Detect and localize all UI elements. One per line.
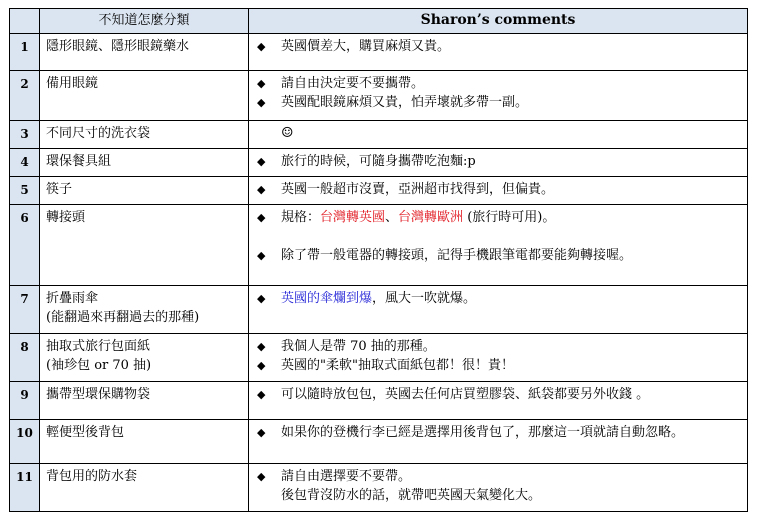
table-row	[10, 420, 748, 464]
row-number: 1	[10, 34, 40, 71]
diamond-bullet-icon: ◆	[257, 77, 266, 90]
header-row	[10, 9, 748, 34]
comment-cell	[249, 382, 748, 420]
table-row	[10, 177, 748, 205]
comment-segment: 英國一般超市沒賣，亞洲超市找得到，但偏貴。	[281, 182, 555, 197]
comment-text	[281, 356, 741, 375]
row-number: 8	[10, 334, 40, 382]
table-row	[10, 149, 748, 177]
item-label: 抽取式旅行包面紙	[46, 339, 151, 354]
diamond-bullet-icon: ◆	[257, 96, 266, 109]
comment-text	[281, 423, 741, 442]
item-label: 備用眼鏡	[46, 76, 99, 91]
comment-line	[257, 180, 741, 199]
comment-text	[281, 467, 741, 486]
item-label: 輕便型後背包	[46, 425, 125, 440]
item-label: 折疊雨傘	[46, 291, 99, 306]
item-cell	[40, 71, 249, 121]
comment-segment: 請自由決定要不要攜帶。	[281, 76, 425, 91]
comment-segment: (旅行時可用)。	[463, 210, 556, 225]
item-label: 環保餐具組	[46, 154, 112, 169]
comment-cell	[249, 334, 748, 382]
diamond-bullet-icon: ◆	[257, 292, 266, 305]
row-number: 3	[10, 121, 40, 149]
comment-segment: 英國價差大，購買麻煩又貴。	[281, 39, 451, 54]
row-number: 5	[10, 177, 40, 205]
comment-segment: 後包背沒防水的話，就帶吧英國天氣變化大。	[281, 488, 542, 503]
comment-line	[257, 208, 741, 227]
comment-segment: 如果你的登機行李已經是選擇用後背包了，那麼這一項就請自動忽略。	[281, 425, 685, 440]
comment-cell	[249, 205, 748, 286]
item-cell	[40, 177, 249, 205]
header-item-cell: 不知道怎麼分類	[40, 9, 249, 34]
comment-line	[257, 423, 741, 442]
comment-cell	[249, 464, 748, 512]
diamond-bullet-icon: ◆	[257, 40, 266, 53]
comment-line	[257, 124, 741, 143]
table-row	[10, 382, 748, 420]
comment-text	[281, 289, 741, 308]
comment-segment: 、	[385, 210, 399, 225]
item-cell	[40, 149, 249, 177]
item-label: 背包用的防水套	[46, 469, 138, 484]
item-label: 轉接頭	[46, 210, 86, 225]
table-row	[10, 334, 748, 382]
item-label: 不同尺寸的洗衣袋	[46, 126, 151, 141]
comment-line	[257, 37, 741, 56]
comment-cell	[249, 149, 748, 177]
item-cell	[40, 34, 249, 71]
table-row	[10, 121, 748, 149]
item-cell	[40, 121, 249, 149]
item-label: 隱形眼鏡、隱形眼鏡藥水	[46, 39, 190, 54]
diamond-bullet-icon: ◆	[257, 388, 266, 401]
comment-line	[257, 356, 741, 375]
table-row	[10, 71, 748, 121]
item-cell	[40, 382, 249, 420]
diamond-bullet-icon: ◆	[257, 340, 266, 353]
comment-line	[257, 74, 741, 93]
diamond-bullet-icon: ◆	[257, 211, 266, 224]
item-label: (袖珍包 or 70 抽)	[46, 358, 152, 373]
table-row	[10, 34, 748, 71]
table-row	[10, 205, 748, 286]
comment-segment: 除了帶一般電器的轉接頭，記得手機跟筆電都要能夠轉接喔。	[281, 248, 633, 263]
highlight-blue-text: 英國的傘爛到爆	[281, 291, 373, 306]
packing-table	[9, 8, 748, 512]
smiley-icon: ☺	[281, 125, 294, 141]
item-label: 筷子	[46, 182, 73, 197]
comment-cell	[249, 34, 748, 71]
item-label: (能翻過來再翻過去的那種)	[46, 310, 200, 325]
item-cell	[40, 420, 249, 464]
comment-text	[281, 152, 741, 171]
comment-segment: 英國的"柔軟"抽取式面紙包都！很！貴！	[281, 358, 514, 373]
comment-segment: 請自由選擇要不要帶。	[281, 469, 412, 484]
comment-text	[281, 37, 741, 56]
comment-text	[281, 208, 741, 227]
comment-text	[281, 180, 741, 199]
item-cell	[40, 464, 249, 512]
comment-spacer	[257, 227, 741, 246]
comment-line	[257, 467, 741, 486]
row-number: 4	[10, 149, 40, 177]
comment-text	[281, 337, 741, 356]
comment-line	[257, 337, 741, 356]
row-number: 9	[10, 382, 40, 420]
highlight-red-text: 台灣轉歐洲	[398, 210, 464, 225]
diamond-bullet-icon: ◆	[257, 155, 266, 168]
comment-cell	[249, 121, 748, 149]
comment-segment: 我個人是帶 70 抽的那種。	[281, 339, 436, 354]
row-number: 2	[10, 71, 40, 121]
diamond-bullet-icon: ◆	[257, 426, 266, 439]
comment-text	[281, 93, 741, 112]
comment-line	[257, 385, 741, 404]
comment-segment: 規格：	[281, 210, 321, 225]
comment-line	[257, 93, 741, 112]
diamond-bullet-icon: ◆	[257, 183, 266, 196]
item-cell	[40, 286, 249, 334]
item-cell	[40, 334, 249, 382]
comment-line	[257, 486, 741, 505]
comment-cell	[249, 71, 748, 121]
comment-cell	[249, 177, 748, 205]
table-row	[10, 286, 748, 334]
row-number: 7	[10, 286, 40, 334]
row-number: 6	[10, 205, 40, 286]
comment-text	[281, 74, 741, 93]
comment-text	[281, 246, 741, 265]
comment-segment: 英國配眼鏡麻煩又貴，怕弄壞就多帶一副。	[281, 95, 529, 110]
comment-segment: 旅行的時候，可隨身攜帶吃泡麵:p	[281, 154, 476, 169]
comment-segment: 可以隨時放包包，英國去任何店買塑膠袋、紙袋都要另外收錢 。	[281, 387, 650, 402]
comment-line	[257, 289, 741, 308]
comment-text	[281, 486, 741, 505]
diamond-bullet-icon: ◆	[257, 470, 266, 483]
comment-text	[281, 124, 741, 143]
comment-line	[257, 152, 741, 171]
row-number: 10	[10, 420, 40, 464]
header-comment-cell: Sharon’s comments	[249, 9, 748, 34]
item-label: 攜帶型環保購物袋	[46, 387, 151, 402]
table-body	[10, 34, 748, 512]
comment-cell	[249, 286, 748, 334]
highlight-red-text: 台灣轉英國	[320, 210, 386, 225]
diamond-bullet-icon: ◆	[257, 359, 266, 372]
comment-text	[281, 385, 741, 404]
diamond-bullet-icon: ◆	[257, 249, 266, 262]
comment-segment: ，風大一吹就爆。	[372, 291, 477, 306]
table-row	[10, 464, 748, 512]
comment-line	[257, 246, 741, 265]
header-num-cell	[10, 9, 40, 34]
comment-cell	[249, 420, 748, 464]
item-cell	[40, 205, 249, 286]
row-number: 11	[10, 464, 40, 512]
